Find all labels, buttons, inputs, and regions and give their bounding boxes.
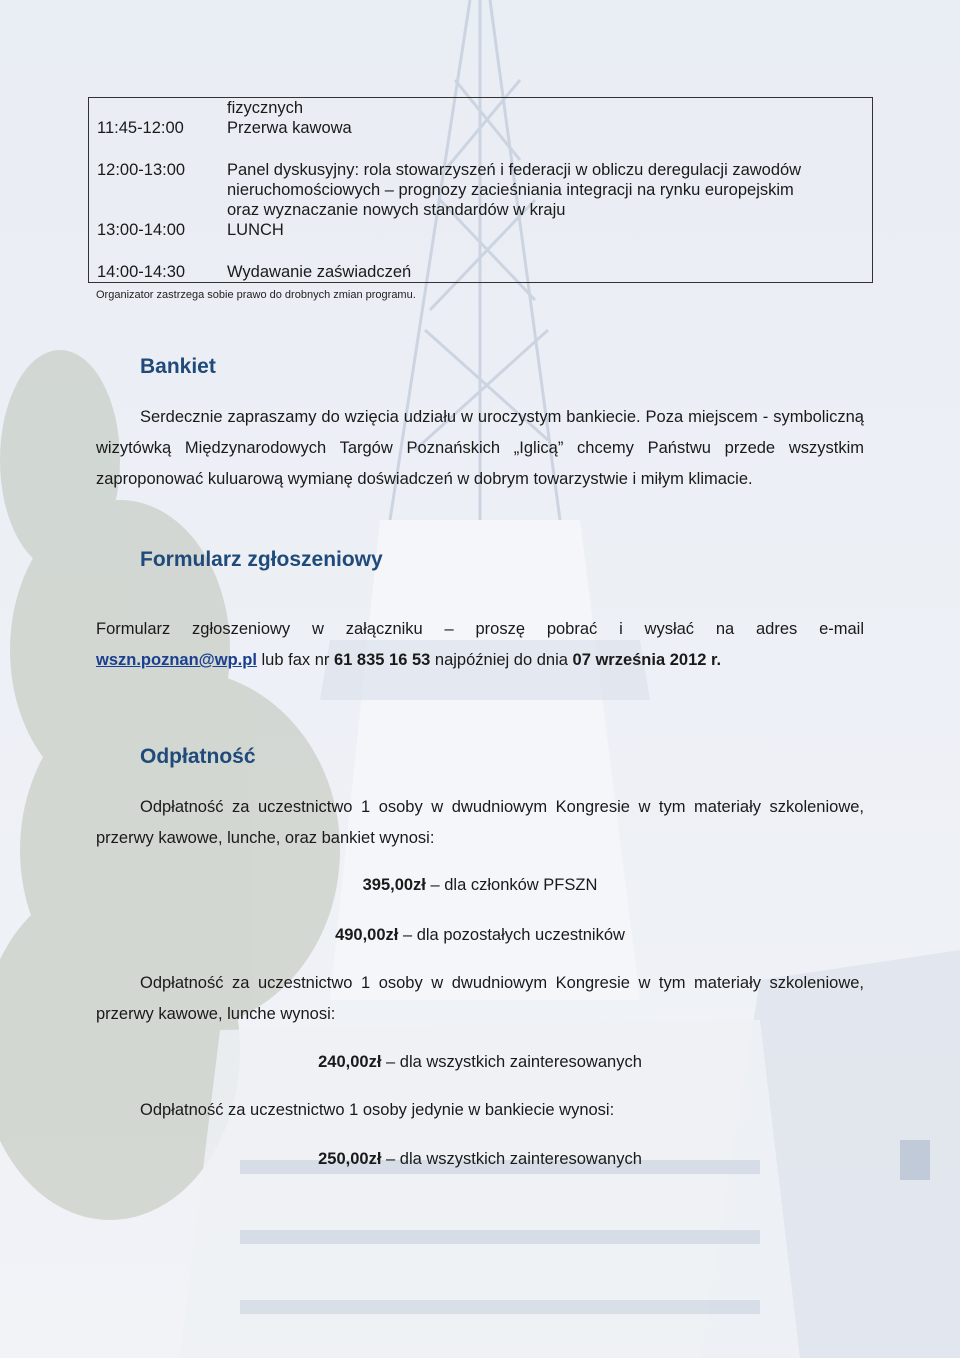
schedule-time: 12:00-13:00 (97, 161, 186, 179)
schedule-row (89, 160, 873, 220)
price-line (96, 876, 864, 895)
formularz-line: Formularz zgłoszeniowy w załączniku – proszę pobrać i wysłać na adres e-mail (96, 620, 864, 638)
formularz-contact (96, 645, 864, 676)
schedule-time: 13:00-14:00 (97, 221, 186, 239)
schedule-text-line: nieruchomościowych – prognozy zacieśniania integracji na rynku europejskim (227, 181, 794, 199)
price-line (96, 926, 864, 945)
schedule-text: Wydawanie zaświadczeń (227, 262, 873, 283)
deadline-prefix: najpóźniej do dnia (430, 651, 573, 669)
fax-number: 61 835 16 53 (333, 651, 431, 669)
odplatnosc-paragraph: Odpłatność za uczestnictwo 1 osoby w dwudniowym Kongresie w tym materiały szkoleniowe, przerwy kawowe, lunche, oraz bankiet wynosi: (96, 798, 864, 847)
schedule-row (89, 262, 873, 283)
schedule-row (89, 118, 873, 160)
price-label: – dla wszystkich zainteresowanych (381, 1150, 642, 1168)
price-amount: 250,00zł (318, 1150, 382, 1168)
price-label: – dla pozostałych uczestników (398, 926, 625, 944)
price-amount: 490,00zł (335, 926, 399, 944)
price-line (96, 1053, 864, 1072)
schedule-note: Organizator zastrzega sobie prawo do drobnych zmian programu. (96, 289, 416, 301)
schedule-row (89, 220, 873, 262)
price-line (96, 1150, 864, 1169)
schedule-time: 11:45-12:00 (97, 119, 184, 137)
schedule-text: fizycznych (227, 98, 873, 119)
odplatnosc-paragraph: Odpłatność za uczestnictwo 1 osoby jedynie w bankiecie wynosi: (140, 1101, 615, 1119)
schedule-time (89, 98, 228, 119)
fax-prefix: lub fax nr (256, 651, 334, 669)
bankiet-heading: Bankiet (140, 355, 216, 378)
formularz-heading: Formularz zgłoszeniowy (140, 548, 383, 571)
schedule-text: Przerwa kawowa (227, 119, 352, 137)
odplatnosc-heading: Odpłatność (140, 745, 256, 768)
odplatnosc-paragraph: Odpłatność za uczestnictwo 1 osoby w dwudniowym Kongresie w tym materiały szkoleniowe, przerwy kawowe, lunche wynosi: (96, 974, 864, 1023)
price-amount: 240,00zł (318, 1053, 382, 1071)
deadline-date: 07 września 2012 r. (572, 651, 722, 669)
price-amount: 395,00zł (362, 876, 426, 894)
bankiet-paragraph: Serdecznie zapraszamy do wzięcia udziału w uroczystym bankiecie. Poza miejscem - symboliczną wizytówką Międzynarodowych Targów Poznańskich „Iglicą” chcemy Państwu przede wszystkim zaproponować kuluarową wymianę doświadczeń w dobrym towarzystwie i miłym klimacie. (96, 408, 864, 488)
price-label: – dla wszystkich zainteresowanych (381, 1053, 642, 1071)
schedule-text-line: oraz wyznaczanie nowych standardów w kraju (227, 201, 566, 219)
schedule-text-line: Panel dyskusyjny: rola stowarzyszeń i federacji w obliczu deregulacji zawodów (227, 161, 802, 179)
schedule-text: LUNCH (227, 221, 284, 239)
price-label: – dla członków PFSZN (425, 876, 598, 894)
schedule-time: 14:00-14:30 (89, 262, 228, 283)
email-link[interactable]: wszn.poznan@wp.pl (96, 651, 257, 669)
schedule-table (88, 97, 873, 283)
schedule-text (227, 160, 873, 220)
schedule-row (89, 98, 873, 119)
